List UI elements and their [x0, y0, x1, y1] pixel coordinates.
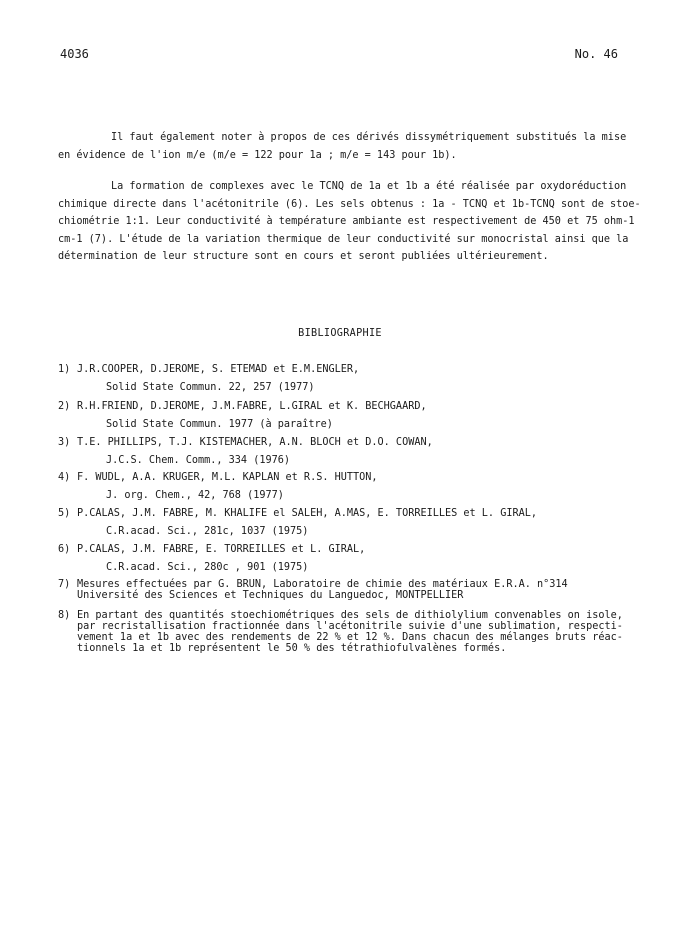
bib-text-line: vement 1a et 1b avec des rendements de 22 % et 12 %. Dans chacun des mélanges bruts réac- — [77, 632, 623, 643]
bib-authors: F. WUDL, A.A. KRUGER, M.L. KAPLAN et R.S. HUTTON, — [77, 472, 378, 483]
paragraph-line: La formation de complexes avec le TCNQ de 1a et 1b a été réalisée par oxydoréduction — [111, 181, 627, 192]
paragraph-line: chiométrie 1:1. Leur conductivité à température ambiante est respectivement de 450 et 75 ohm-1 — [58, 216, 635, 227]
bib-text-line: En partant des quantités stoechiométriques des sels de dithiolylium convenables on isole, — [77, 610, 623, 621]
bib-authors: R.H.FRIEND, D.JEROME, J.M.FABRE, L.GIRAL et K. BECHGAARD, — [77, 401, 427, 412]
bib-number: 4) — [58, 472, 71, 483]
paragraph-mass-spectrum — [58, 129, 627, 164]
bib-source: C.R.acad. Sci., 280c , 901 (1975) — [106, 562, 309, 573]
bib-number: 7) — [58, 579, 71, 590]
bib-text-line: Mesures effectuées par G. BRUN, Laboratoire de chimie des matériaux E.R.A. n°314 — [77, 579, 568, 590]
paragraph-line: en évidence de l'ion m/e (m/e = 122 pour 1a ; m/e = 143 pour 1b). — [58, 149, 457, 161]
bib-source: J. org. Chem., 42, 768 (1977) — [106, 490, 284, 501]
bib-number: 1) — [58, 364, 71, 375]
bib-text-line: Université des Sciences et Techniques du Languedoc, MONTPELLIER — [77, 590, 464, 601]
bib-authors: P.CALAS, J.M. FABRE, M. KHALIFE el SALEH, A.MAS, E. TORREILLES et L. GIRAL, — [77, 508, 538, 519]
bib-authors: P.CALAS, J.M. FABRE, E. TORREILLES et L. GIRAL, — [77, 544, 366, 555]
bib-number: 3) — [58, 437, 71, 448]
paragraph-line: chimique directe dans l'acétonitrile (6). Les sels obtenus : 1a - TCNQ et 1b-TCNQ sont de stoe- — [58, 198, 641, 210]
bib-authors: J.R.COOPER, D.JEROME, S. ETEMAD et E.M.ENGLER, — [77, 364, 360, 375]
bib-number: 6) — [58, 544, 71, 555]
bib-source: Solid State Commun. 22, 257 (1977) — [106, 382, 315, 393]
bib-number: 2) — [58, 401, 71, 412]
bib-text-line: par recristallisation fractionnée dans l'acétonitrile suivie d'une sublimation, respecti- — [77, 621, 623, 632]
bib-text-line: tionnels 1a et 1b représentent le 50 % des tétrathiofulvalènes formés. — [77, 643, 507, 654]
issue-number: No. 46 — [574, 47, 618, 61]
bib-authors: T.E. PHILLIPS, T.J. KISTEMACHER, A.N. BLOCH et D.O. COWAN, — [77, 437, 433, 448]
bib-number: 5) — [58, 508, 71, 519]
bib-source: C.R.acad. Sci., 281c, 1037 (1975) — [106, 526, 309, 537]
bibliography-heading: BIBLIOGRAPHIE — [298, 328, 382, 339]
paragraph-line: cm-1 (7). L'étude de la variation thermique de leur conductivité sur monocristal ainsi que la — [58, 233, 629, 245]
bib-source: Solid State Commun. 1977 (à paraître) — [106, 419, 333, 430]
paragraph-line: détermination de leur structure sont en cours et seront publiées ultérieurement. — [58, 251, 549, 262]
paragraph-line: Il faut également noter à propos de ces dérivés dissymétriquement substitués la mise — [111, 132, 627, 143]
bib-source: J.C.S. Chem. Comm., 334 (1976) — [106, 455, 291, 466]
page-number: 4036 — [60, 47, 89, 61]
paragraph-tcnq-complexes — [58, 178, 641, 266]
bib-number: 8) — [58, 610, 71, 621]
